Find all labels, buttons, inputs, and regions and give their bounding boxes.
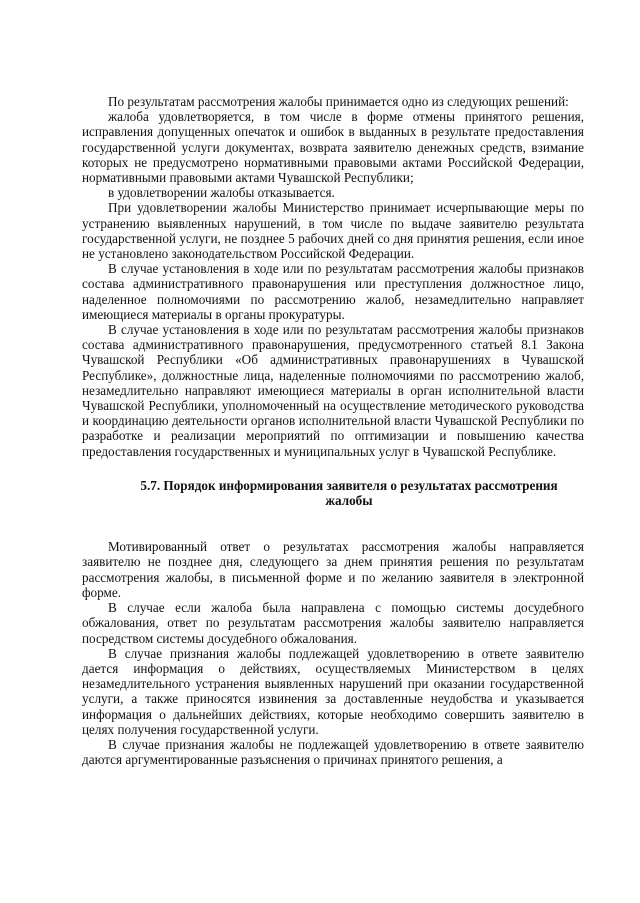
spacer <box>82 508 584 539</box>
section-heading: 5.7. Порядок информирования заявителя о результатах рассмотрения жалобы <box>140 477 558 509</box>
paragraph: По результатам рассмотрения жалобы принимается одно из следующих решений: <box>108 94 569 109</box>
paragraph: В случае признания жалобы не подлежащей удовлетворению в ответе заявителю даются аргументированные разъяснения о причинах принятого решения, а <box>82 736 584 768</box>
paragraph: Мотивированный ответ о результатах рассмотрения жалобы направляется заявителю не позднее дня, следующего за днем принятия решения по результатам рассмотрения жалобы, в письменной форме и по желанию заявителя в электронной форме. <box>82 539 584 600</box>
paragraph: В случае если жалоба была направлена с помощью системы досудебного обжалования, ответ по результатам рассмотрения жалобы заявителю направляется посредством системы досудебного обжалования. <box>82 600 584 646</box>
spacer <box>82 459 584 478</box>
paragraph: В случае установления в ходе или по результатам рассмотрения жалобы признаков состава административного правонарушения или преступления должностное лицо, наделенное полномочиями по рассмотрению жалоб, незамедлительно направляет имеющиеся материалы в органы прокуратуры. <box>82 261 584 322</box>
paragraph: В случае установления в ходе или по результатам рассмотрения жалобы признаков состава административного правонарушения, предусмотренного статьей 8.1 Закона Чувашской Республики «Об административных правонарушениях в Чувашской Республике», должностные лица, наделенные полномочиями по рассмотрению жалоб, незамедлительно направляют имеющиеся материалы в орган исполнительной власти Чувашской Республики, уполномоченный на осуществление методического руководства и координацию деятельности органов исполнительной власти Чувашской Республики по разработке и реализации мероприятий по оптимизации и повышению качества предоставления государственных и муниципальных услуг в Чувашской Республике. <box>82 322 584 459</box>
paragraph: в удовлетворении жалобы отказывается. <box>108 185 335 201</box>
paragraph: жалоба удовлетворяется, в том числе в форме отмены принятого решения, исправления допущенных опечаток и ошибок в выданных в результате предоставления государственной услуги документах, возврата заявителю денежных средств, взимание которых не предусмотрено нормативными правовыми актами Российской Федерации, нормативными правовыми актами Чувашской Республики; <box>82 109 584 186</box>
paragraph: В случае признания жалобы подлежащей удовлетворению в ответе заявителю дается информация о действиях, осуществляемых Министерством в целях незамедлительного устранения выявленных нарушений при оказании государственной услуги, а также приносятся извинения за доставленные неудобства и указывается информация о дальнейших действиях, которые необходимо совершить заявителю в целях получения государственной услуги. <box>82 645 584 737</box>
paragraph: При удовлетворении жалобы Министерство принимает исчерпывающие меры по устранению выявленных нарушений, в том числе по выдаче заявителю результата государственной услуги, не позднее 5 рабочих дней со дня принятия решения, если иное не установлено законодательством Российской Федерации. <box>82 200 584 262</box>
